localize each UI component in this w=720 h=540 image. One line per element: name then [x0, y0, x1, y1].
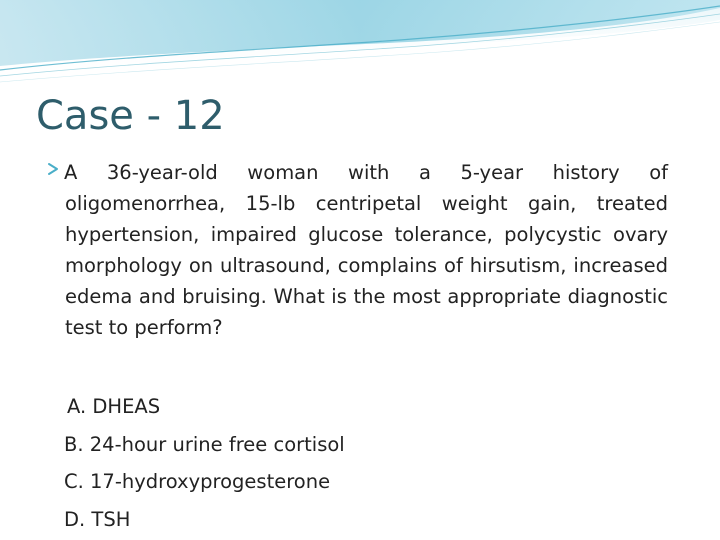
- option-a: A. DHEAS: [67, 395, 161, 418]
- question-bullet: [46, 157, 668, 343]
- option-d: D. TSH: [64, 507, 131, 531]
- option-c: C. 17-hydroxyprogesterone: [64, 470, 331, 493]
- header-wave-decoration: [0, 0, 720, 90]
- option-b: B. 24-hour urine free cortisol: [64, 432, 345, 456]
- slide-title: Case - 12: [36, 93, 225, 139]
- answer-options: [64, 388, 345, 538]
- bullet-arrow-icon: [46, 161, 62, 177]
- question-text: A 36-year-old woman with a 5-year history of oligomenorrhea, 15-lb centripetal weight gain, treated hypertension, impaired glucose tolerance, polycystic ovary morphology on ultrasound, complains of hirsutism, increased edema and bruising. What is the most appropriate diagnostic test to perform?: [64, 161, 668, 339]
